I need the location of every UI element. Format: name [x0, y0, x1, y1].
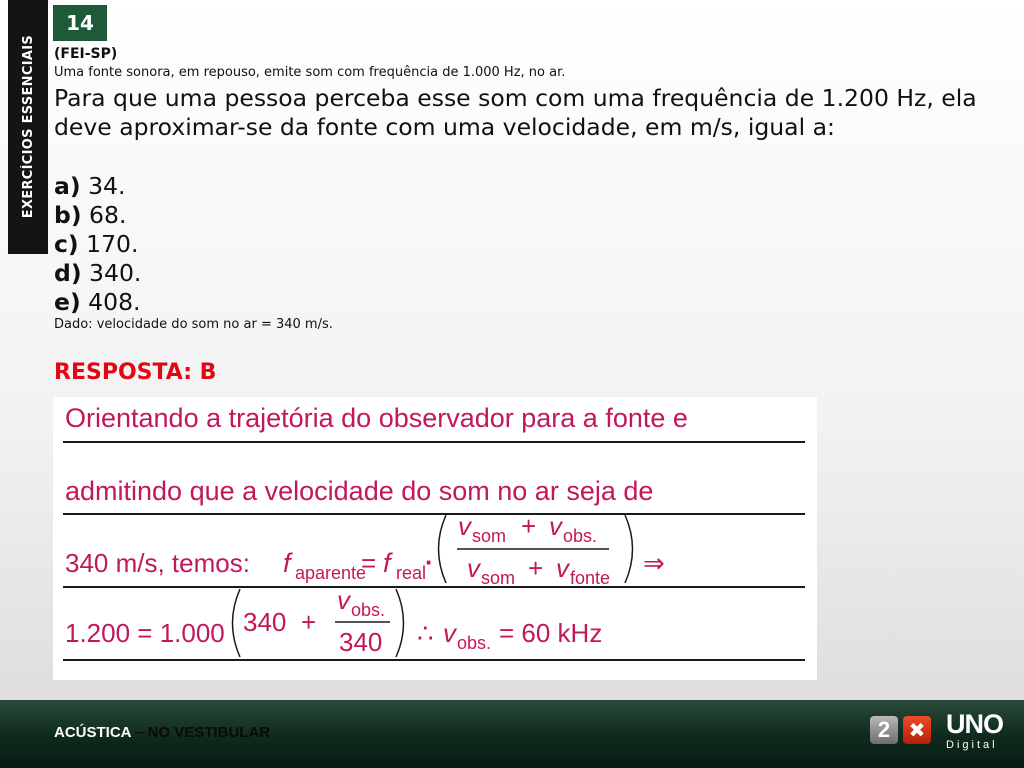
right-paren [396, 589, 404, 657]
option-c [54, 230, 138, 259]
footer-topic-title: ACÚSTICA [54, 724, 131, 741]
solution-line-4-left: 1.200 = 1.000 [65, 618, 225, 648]
option-text: 340. [89, 259, 142, 287]
left-paren [233, 589, 241, 657]
option-letter: d) [54, 259, 82, 287]
footer-topic-subtitle: – NO VESTIBULAR [130, 724, 271, 741]
question-number-badge: 14 [53, 5, 107, 41]
section-label: EXERCÍCIOS ESSENCIAIS [20, 35, 36, 219]
v-som-subscript: som [472, 526, 507, 546]
option-a [54, 172, 125, 201]
uno-logo: UNO [946, 709, 1003, 739]
question-source: (FEI-SP) [54, 46, 118, 62]
therefore-symbol: ∴ [417, 618, 434, 648]
left-paren [439, 515, 447, 583]
solution-line-2: admitindo que a velocidade do som no ar seja de [65, 476, 654, 506]
option-d [54, 259, 141, 288]
footer-bar [0, 700, 1024, 768]
option-text: 170. [86, 230, 139, 258]
right-paren [625, 515, 633, 583]
f-aparente-subscript: aparente [295, 563, 367, 583]
uno-logo-digital: Digital [946, 739, 998, 751]
option-letter: e) [54, 288, 81, 316]
option-text: 408. [88, 288, 141, 316]
v-symbol: v [467, 553, 480, 583]
v-obs-subscript: obs. [351, 600, 386, 620]
v-symbol: v [443, 618, 456, 648]
v-symbol: v [556, 553, 569, 583]
f-symbol: f [383, 548, 391, 578]
v-fonte-subscript: fonte [570, 568, 611, 588]
value-340: 340 [243, 607, 287, 637]
option-letter: c) [54, 230, 79, 258]
v-obs-subscript: obs. [457, 633, 492, 653]
f-symbol: f [283, 548, 291, 578]
solution-figure [53, 397, 817, 680]
option-letter: b) [54, 201, 82, 229]
f-real-subscript: real [396, 563, 427, 583]
equals-sign: = [361, 548, 377, 578]
v-symbol: v [458, 511, 471, 541]
answer-label: RESPOSTA: B [54, 360, 217, 385]
v-symbol: v [337, 585, 350, 615]
given-data: Dado: velocidade do som no ar = 340 m/s. [54, 317, 333, 332]
v-symbol: v [549, 511, 562, 541]
denominator-340: 340 [339, 627, 383, 657]
section-side-tab [8, 0, 48, 254]
plus-sign: + [521, 511, 537, 541]
solution-line-3-text: 340 m/s, temos: [65, 548, 250, 578]
question-text: Para que uma pessoa perceba esse som com uma frequência de 1.200 Hz, ela deve aproximar-se da fonte com uma velocidade, em m/s, igual a: [54, 84, 977, 141]
option-text: 68. [89, 201, 127, 229]
plus-sign: + [528, 553, 544, 583]
option-b [54, 201, 126, 230]
solution-box [53, 397, 817, 680]
logo-2-icon: 2 [870, 716, 898, 744]
option-letter: a) [54, 172, 81, 200]
option-text: 34. [88, 172, 126, 200]
v-obs-subscript: obs. [563, 526, 598, 546]
result-value: = 60 kHz [499, 618, 603, 648]
v-som-subscript: som [481, 568, 516, 588]
plus-sign: + [301, 607, 317, 637]
question-intro: Uma fonte sonora, em repouso, emite som com frequência de 1.000 Hz, no ar. [54, 65, 566, 80]
multiply-dot: · [425, 547, 434, 577]
option-e [54, 288, 141, 317]
logo-x-icon: ✖ [903, 716, 931, 744]
solution-line-1: Orientando a trajetória do observador para a fonte e [65, 403, 688, 433]
footer-topic [54, 724, 270, 741]
implies-arrow: ⇒ [643, 548, 665, 578]
